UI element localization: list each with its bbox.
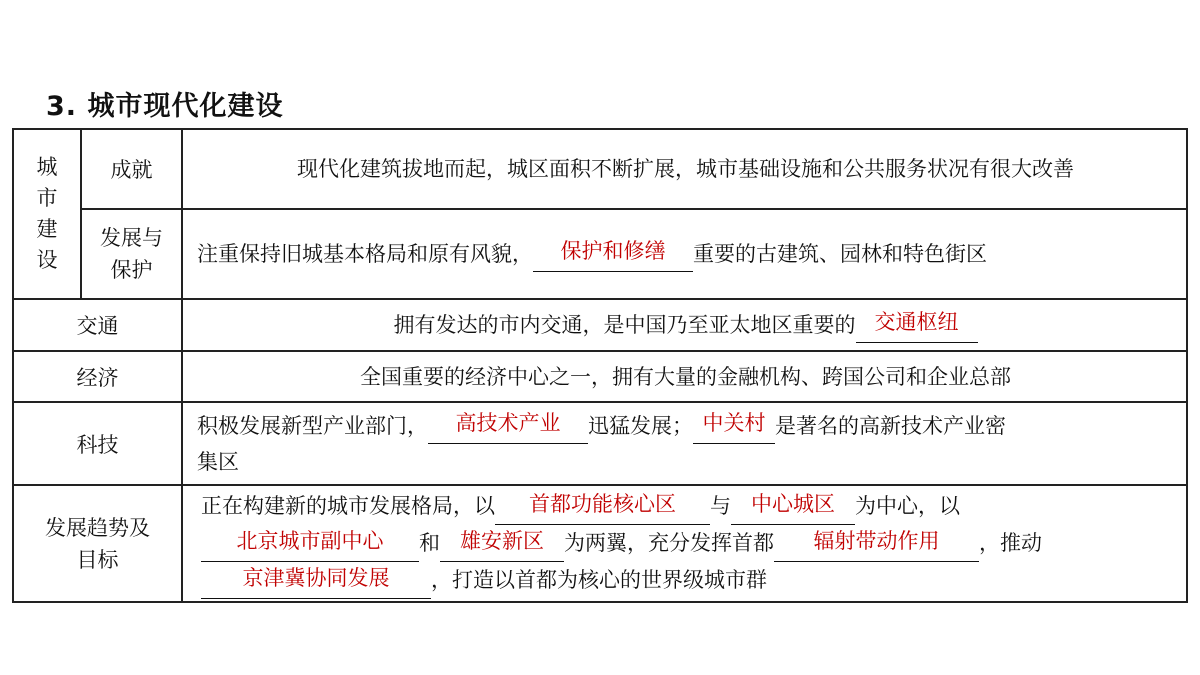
answer-text: 中心城区 bbox=[751, 492, 835, 516]
answer-blank bbox=[201, 531, 419, 562]
row-label-transport: 交通 bbox=[13, 299, 182, 351]
text-segment: 为两翼，充分发挥首都 bbox=[564, 531, 774, 555]
group-label-char: 建 bbox=[36, 217, 58, 241]
answer-blank bbox=[856, 312, 978, 343]
row-label-economy: 经济 bbox=[13, 351, 182, 402]
text-segment: ，打造以首都为核心的世界级城市群 bbox=[431, 568, 767, 592]
answer-blank bbox=[428, 410, 588, 444]
table-row bbox=[13, 402, 1187, 485]
technology-text bbox=[182, 402, 1187, 485]
text-segment: 为中心，以 bbox=[855, 494, 960, 518]
transport-text bbox=[182, 299, 1187, 351]
text-segment: 集区 bbox=[197, 449, 239, 474]
row-label-trend bbox=[13, 485, 182, 602]
label-line: 保护 bbox=[110, 258, 153, 282]
city-construction-table bbox=[12, 128, 1188, 603]
table-row bbox=[13, 299, 1187, 351]
section-title: 3. 城市现代化建设 bbox=[46, 91, 284, 122]
table-row bbox=[13, 209, 1187, 299]
answer-text: 雄安新区 bbox=[460, 529, 544, 553]
economy-text: 全国重要的经济中心之一，拥有大量的金融机构、跨国公司和企业总部 bbox=[182, 351, 1187, 402]
answer-blank bbox=[440, 531, 564, 562]
text-segment: 正在构建新的城市发展格局，以 bbox=[201, 494, 495, 518]
table-row bbox=[13, 129, 1187, 209]
achievement-text: 现代化建筑拔地而起，城区面积不断扩展，城市基础设施和公共服务状况有很大改善 bbox=[182, 129, 1187, 209]
answer-text: 中关村 bbox=[702, 410, 766, 435]
row-label-achievement: 成就 bbox=[81, 129, 182, 209]
answer-blank bbox=[201, 568, 431, 599]
answer-text: 交通枢纽 bbox=[874, 310, 959, 334]
group-label-char: 设 bbox=[36, 248, 58, 272]
development-text bbox=[182, 209, 1187, 299]
table-row bbox=[13, 351, 1187, 402]
group-label-char: 市 bbox=[36, 186, 58, 210]
text-segment: 和 bbox=[419, 531, 440, 555]
text-segment: 迅猛发展； bbox=[588, 413, 693, 438]
group-label-city-construction bbox=[13, 129, 81, 299]
answer-blank bbox=[731, 494, 855, 525]
text-segment: 积极发展新型产业部门， bbox=[197, 413, 428, 438]
answer-text: 北京城市副中心 bbox=[236, 529, 384, 553]
answer-blank bbox=[495, 494, 710, 525]
row-label-development bbox=[81, 209, 182, 299]
table-row bbox=[13, 485, 1187, 602]
label-line: 发展与 bbox=[100, 226, 163, 250]
text-segment: 与 bbox=[710, 494, 731, 518]
trend-text bbox=[182, 485, 1187, 602]
text-segment: ，推动 bbox=[979, 531, 1042, 555]
text-segment: 注重保持旧城基本格局和原有风貌， bbox=[197, 242, 533, 266]
answer-text: 高技术产业 bbox=[455, 410, 561, 435]
answer-blank bbox=[533, 241, 693, 272]
answer-text: 首都功能核心区 bbox=[529, 492, 676, 516]
label-line: 发展趋势及 bbox=[45, 515, 150, 540]
text-segment: 拥有发达的市内交通，是中国乃至亚太地区重要的 bbox=[393, 313, 856, 337]
text-segment: 重要的古建筑、园林和特色街区 bbox=[693, 242, 987, 266]
row-label-technology: 科技 bbox=[13, 402, 182, 485]
answer-text: 保护和修缮 bbox=[560, 239, 666, 263]
answer-blank bbox=[693, 410, 775, 444]
text-segment: 是著名的高新技术产业密 bbox=[775, 413, 1006, 438]
answer-text: 京津冀协同发展 bbox=[242, 566, 390, 590]
group-label-char: 城 bbox=[36, 155, 58, 179]
answer-text: 辐射带动作用 bbox=[813, 529, 940, 553]
label-line: 目标 bbox=[76, 547, 119, 572]
answer-blank bbox=[774, 531, 979, 562]
